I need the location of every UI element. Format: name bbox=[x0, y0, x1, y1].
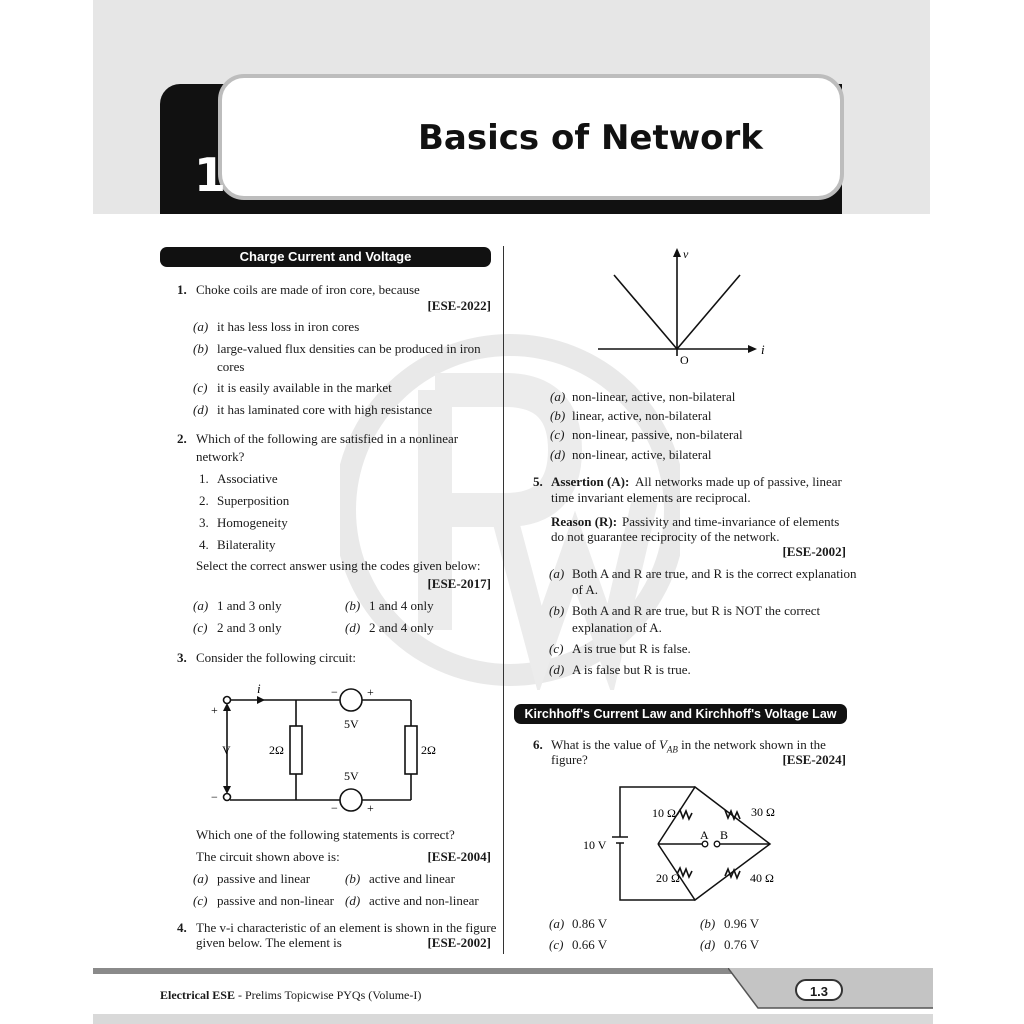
q6-number: 6. bbox=[533, 737, 543, 752]
q6-opt-d: 0.76 V bbox=[724, 937, 760, 952]
q3-source-top-plus: + bbox=[367, 685, 374, 699]
q5-opt-d-label: (d) bbox=[549, 662, 565, 677]
q3-number: 3. bbox=[177, 650, 187, 665]
q5-reason-line2: do not guarantee reciprocity of the network. bbox=[551, 529, 780, 544]
q6-opt-b-label: (b) bbox=[700, 916, 716, 931]
chapter-title: Basics of Network bbox=[418, 118, 763, 158]
q3-voltage-minus: − bbox=[211, 790, 218, 804]
q6-var-sub: AB bbox=[666, 744, 678, 755]
q3-resistor-1-label: 2Ω bbox=[269, 743, 284, 757]
q6-resistor-40-label: 40 Ω bbox=[750, 871, 774, 885]
chapter-number: 1 bbox=[194, 148, 227, 202]
q4-opt-b: linear, active, non-bilateral bbox=[572, 408, 712, 423]
footer-book-title: - Prelims Topicwise PYQs (Volume-I) bbox=[235, 988, 422, 1002]
q3-opt-c: passive and non-linear bbox=[217, 893, 334, 908]
q3-resistor-2-label: 2Ω bbox=[421, 743, 436, 757]
q2-opt-a: 1 and 3 only bbox=[217, 598, 282, 613]
section-heading-charge-current-voltage: Charge Current and Voltage bbox=[160, 247, 491, 267]
q3-opt-a-label: (a) bbox=[193, 871, 209, 886]
q6-text-pre: What is the value of bbox=[551, 737, 656, 752]
q6-opt-a: 0.86 V bbox=[572, 916, 608, 931]
q6-opt-a-label: (a) bbox=[549, 916, 565, 931]
q1-opt-b-line1: large-valued flux densities can be produced in iron bbox=[217, 341, 481, 356]
q4-vi-characteristic-graph bbox=[590, 244, 780, 368]
footer-subject: Electrical ESE bbox=[160, 988, 235, 1002]
q2-tag: [ESE-2017] bbox=[427, 576, 491, 591]
q2-item: Associative bbox=[217, 471, 278, 486]
q1-opt-a-label: (a) bbox=[193, 319, 209, 334]
column-divider bbox=[503, 246, 504, 954]
q2-item: Superposition bbox=[217, 493, 290, 508]
q3-opt-d: active and non-linear bbox=[369, 893, 479, 908]
q4-tag: [ESE-2002] bbox=[427, 935, 491, 950]
q2-opt-c-label: (c) bbox=[193, 620, 208, 635]
q5-opt-a-line2: of A. bbox=[572, 582, 598, 597]
q2-opt-a-label: (a) bbox=[193, 598, 209, 613]
q1-opt-a: it has less loss in iron cores bbox=[217, 319, 360, 334]
q4-opt-b-label: (b) bbox=[550, 408, 566, 423]
q5-opt-b-line2: explanation of A. bbox=[572, 620, 662, 635]
q5-opt-a-label: (a) bbox=[549, 566, 565, 581]
q6-resistor-20-label: 20 Ω bbox=[656, 871, 680, 885]
q5-opt-c: A is true but R is false. bbox=[572, 641, 691, 656]
q3-source-top-minus: − bbox=[331, 685, 338, 699]
q5-opt-d: A is false but R is true. bbox=[572, 662, 691, 677]
q5-assertion-label: Assertion (A): bbox=[551, 474, 630, 489]
q1-tag: [ESE-2022] bbox=[427, 298, 491, 313]
q5-reason-line1: Passivity and time-invariance of elements bbox=[622, 514, 840, 529]
q2-opt-b: 1 and 4 only bbox=[369, 598, 434, 613]
q2-item-number: 3. bbox=[199, 515, 209, 530]
q6-resistor-30-label: 30 Ω bbox=[751, 805, 775, 819]
q4-opt-d: non-linear, active, bilateral bbox=[572, 447, 712, 462]
q2-opt-b-label: (b) bbox=[345, 598, 361, 613]
q6-bridge-circuit-diagram bbox=[580, 780, 795, 905]
q6-text-line2: figure? bbox=[551, 752, 588, 767]
q3-shown-text: The circuit shown above is: bbox=[196, 849, 340, 864]
q6-opt-c: 0.66 V bbox=[572, 937, 608, 952]
q4-number: 4. bbox=[177, 920, 187, 935]
q6-opt-c-label: (c) bbox=[549, 937, 564, 952]
q4-opt-a: non-linear, active, non-bilateral bbox=[572, 389, 736, 404]
q3-tag: [ESE-2004] bbox=[427, 849, 491, 864]
q3-opt-a: passive and linear bbox=[217, 871, 311, 886]
q6-resistor-10-label: 10 Ω bbox=[652, 806, 676, 820]
section-heading-kirchhoff-laws: Kirchhoff's Current Law and Kirchhoff's Voltage Law bbox=[514, 704, 847, 724]
q1-number: 1. bbox=[177, 282, 187, 297]
q1-opt-c-label: (c) bbox=[193, 380, 208, 395]
q3-opt-b-label: (b) bbox=[345, 871, 361, 886]
q3-source-bottom-label: 5V bbox=[344, 769, 359, 783]
q2-item-number: 2. bbox=[199, 493, 209, 508]
q2-number: 2. bbox=[177, 431, 187, 446]
q4-graph-i-label: i bbox=[761, 342, 765, 357]
q2-item: Homogeneity bbox=[217, 515, 288, 530]
q1-opt-d-label: (d) bbox=[193, 402, 209, 417]
q5-number: 5. bbox=[533, 474, 543, 489]
q2-select-text: Select the correct answer using the codes given below: bbox=[196, 558, 481, 573]
q3-voltage-plus: + bbox=[211, 703, 218, 717]
q6-var: V bbox=[658, 737, 667, 752]
q2-item: Bilaterality bbox=[217, 537, 276, 552]
q4-opt-c-label: (c) bbox=[550, 427, 565, 442]
q2-text-line2: network? bbox=[196, 449, 245, 464]
q6-source-label: 10 V bbox=[583, 838, 607, 852]
q1-opt-b-line2: cores bbox=[217, 359, 245, 374]
q3-text: Consider the following circuit: bbox=[196, 650, 356, 665]
q2-opt-d: 2 and 4 only bbox=[369, 620, 434, 635]
q6-node-b-label: B bbox=[720, 828, 729, 842]
footer-text bbox=[160, 987, 421, 1003]
q1-opt-d: it has laminated core with high resistance bbox=[217, 402, 433, 417]
q2-text-line1: Which of the following are satisfied in a nonlinear bbox=[196, 431, 459, 446]
q5-assertion-line2: time invariant elements are reciprocal. bbox=[551, 490, 751, 505]
q3-current-label: i bbox=[257, 684, 261, 696]
q6-opt-b: 0.96 V bbox=[724, 916, 760, 931]
footer-band bbox=[93, 1014, 933, 1024]
q6-opt-d-label: (d) bbox=[700, 937, 716, 952]
q4-text-line2: given below. The element is bbox=[196, 935, 342, 950]
q3-source-bottom-plus: + bbox=[367, 801, 374, 814]
q3-source-bottom-minus: − bbox=[331, 801, 338, 814]
q5-tag: [ESE-2002] bbox=[782, 544, 846, 559]
q3-voltage-label: V bbox=[222, 743, 231, 757]
q3-opt-b: active and linear bbox=[369, 871, 455, 886]
q3-which-text: Which one of the following statements is correct? bbox=[196, 827, 455, 842]
q2-opt-d-label: (d) bbox=[345, 620, 361, 635]
q4-opt-c: non-linear, passive, non-bilateral bbox=[572, 427, 743, 442]
q6-tag: [ESE-2024] bbox=[782, 752, 846, 767]
q6-node-a-label: A bbox=[700, 828, 709, 842]
q3-opt-d-label: (d) bbox=[345, 893, 361, 908]
q1-text: Choke coils are made of iron core, because bbox=[196, 282, 420, 297]
q4-opt-d-label: (d) bbox=[550, 447, 566, 462]
q4-opt-a-label: (a) bbox=[550, 389, 566, 404]
q5-reason-label: Reason (R): bbox=[551, 514, 618, 529]
q3-source-top-label: 5V bbox=[344, 717, 359, 731]
q2-opt-c: 2 and 3 only bbox=[217, 620, 282, 635]
q1-opt-b-label: (b) bbox=[193, 341, 209, 356]
q2-item-number: 1. bbox=[199, 471, 209, 486]
q4-text-line1: The v-i characteristic of an element is shown in the figure bbox=[196, 920, 497, 935]
q3-circuit-diagram bbox=[205, 684, 445, 814]
q3-opt-c-label: (c) bbox=[193, 893, 208, 908]
q2-item-number: 4. bbox=[199, 537, 209, 552]
q5-opt-a-line1: Both A and R are true, and R is the correct explanation bbox=[572, 566, 857, 581]
q5-opt-b-line1: Both A and R are true, but R is NOT the correct bbox=[572, 603, 821, 618]
q4-graph-origin-label: O bbox=[680, 353, 689, 367]
q1-opt-c: it is easily available in the market bbox=[217, 380, 392, 395]
q5-assertion-line1: All networks made up of passive, linear bbox=[635, 474, 842, 489]
q5-opt-c-label: (c) bbox=[549, 641, 564, 656]
q5-opt-b-label: (b) bbox=[549, 603, 565, 618]
q4-graph-v-label: v bbox=[683, 247, 689, 261]
q6-text-post: in the network shown in the bbox=[681, 737, 826, 752]
page-number-badge: 1.3 bbox=[795, 979, 843, 1001]
